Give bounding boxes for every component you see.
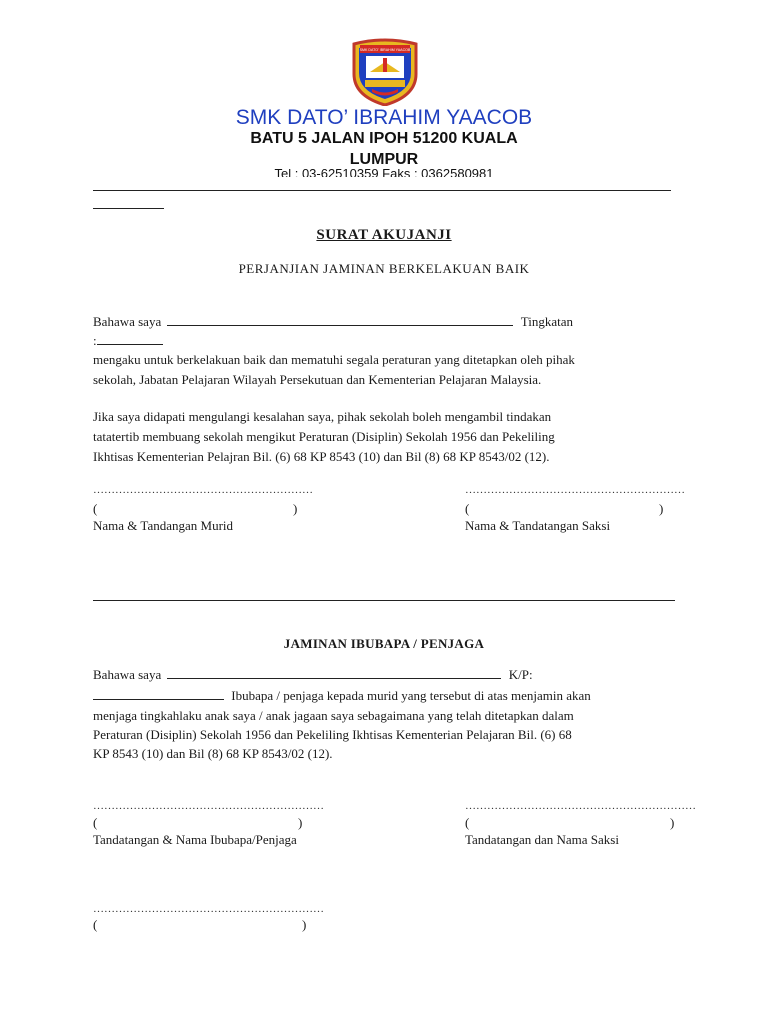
guardian-name-line — [93, 667, 533, 683]
guardian-bahawa-saya-label: Bahawa saya — [93, 667, 162, 682]
guardian-para-line2: menjaga tingkahlaku anak saya / anak jagaan saya sebagaimana yang telah ditetapkan dalam — [93, 708, 574, 723]
para2-line3: Ikhtisas Kementerian Pelajran Bil. (6) 68 KP 8543 (10) dan Bil (8) 68 KP 8543/02 (12). — [93, 449, 550, 464]
guardian-name-blank — [167, 667, 501, 679]
student-name-blank — [167, 314, 513, 326]
extra-open-paren: ( — [93, 917, 98, 932]
school-name: SMK DATO’ IBRAHIM YAACOB — [235, 106, 533, 129]
kp-label: K/P: — [508, 667, 533, 682]
student-signature-label: Nama & Tandangan Murid — [93, 518, 234, 533]
guardian-signature-dots: ……………………………………………………… — [93, 800, 324, 812]
school-address-line2: LUMPUR — [349, 151, 419, 168]
school-crest-logo — [350, 38, 420, 106]
document-title: SURAT AKUJANJI — [316, 227, 452, 243]
para1-line2: sekolah, Jabatan Pelajaran Wilayah Persekutuan dan Kementerian Pelajaran Malaysia. — [93, 372, 542, 387]
guardian-witness-open-paren: ( — [465, 815, 470, 830]
witness-signature-dots: …………………………………………………… — [465, 484, 685, 496]
guardian-witness-signature-dots: ……………………………………………………… — [465, 800, 696, 812]
tingkatan-blank — [97, 333, 163, 345]
guardian-open-paren: ( — [93, 815, 98, 830]
guardian-para-line1-text: Ibubapa / penjaga kepada murid yang tersebut di atas menjamin akan — [231, 688, 591, 703]
guardian-para-line4: KP 8543 (10) dan Bil (8) 68 KP 8543/02 (12). — [93, 746, 333, 761]
guardian-section-heading: JAMINAN IBUBAPA / PENJAGA — [283, 636, 485, 651]
bahawa-saya-label: Bahawa saya — [93, 314, 162, 329]
extra-signature-dots: ……………………………………………………… — [93, 903, 324, 915]
guardian-witness-signature-label: Tandatangan dan Nama Saksi — [465, 832, 619, 847]
student-name-open-paren: ( — [93, 501, 98, 516]
school-contact-clip — [0, 169, 768, 177]
para2-line1: Jika saya didapati mengulangi kesalahan saya, pihak sekolah boleh mengambil tindakan — [93, 409, 552, 424]
section-divider-line — [93, 600, 675, 601]
para2-line2: tatatertib membuang sekolah mengikut Peraturan (Disiplin) Sekolah 1956 dan Pekeliling — [93, 429, 555, 444]
extra-close-paren: ) — [302, 917, 307, 932]
witness-signature-label: Nama & Tandatangan Saksi — [465, 518, 611, 533]
witness-name-close-paren: ) — [659, 501, 664, 516]
guardian-para-line1 — [93, 688, 591, 704]
student-name-close-paren: ) — [293, 501, 298, 516]
crest-banner-text: SMK DATO' IBRAHIM YAACOB — [359, 48, 411, 52]
tingkatan-colon: : — [93, 333, 97, 348]
header-divider-line — [93, 190, 671, 191]
school-address-line1: BATU 5 JALAN IPOH 51200 KUALA — [250, 130, 518, 147]
para1-line1: mengaku untuk berkelakuan baik dan mematuhi segala peraturan yang ditetapkan oleh pihak — [93, 352, 575, 367]
document-subtitle: PERJANJIAN JAMINAN BERKELAKUAN BAIK — [238, 261, 530, 276]
witness-name-open-paren: ( — [465, 501, 470, 516]
school-contact-line: Tel : 03-62510359 Faks : 0362580981 — [274, 169, 494, 177]
student-name-line — [93, 314, 573, 330]
guardian-close-paren: ) — [298, 815, 303, 830]
guardian-para-line3: Peraturan (Disiplin) Sekolah 1956 dan Pekeliling Ikhtisas Kementerian Pelajaran Bil. (6) 68 — [93, 727, 572, 742]
header-divider-line-short — [93, 208, 164, 209]
student-signature-dots: …………………………………………………… — [93, 484, 313, 496]
tingkatan-label: Tingkatan — [520, 314, 573, 329]
guardian-signature-label: Tandatangan & Nama Ibubapa/Penjaga — [93, 832, 297, 847]
guardian-witness-close-paren: ) — [670, 815, 675, 830]
tingkatan-value-line — [93, 333, 163, 349]
kp-number-blank — [93, 688, 224, 700]
